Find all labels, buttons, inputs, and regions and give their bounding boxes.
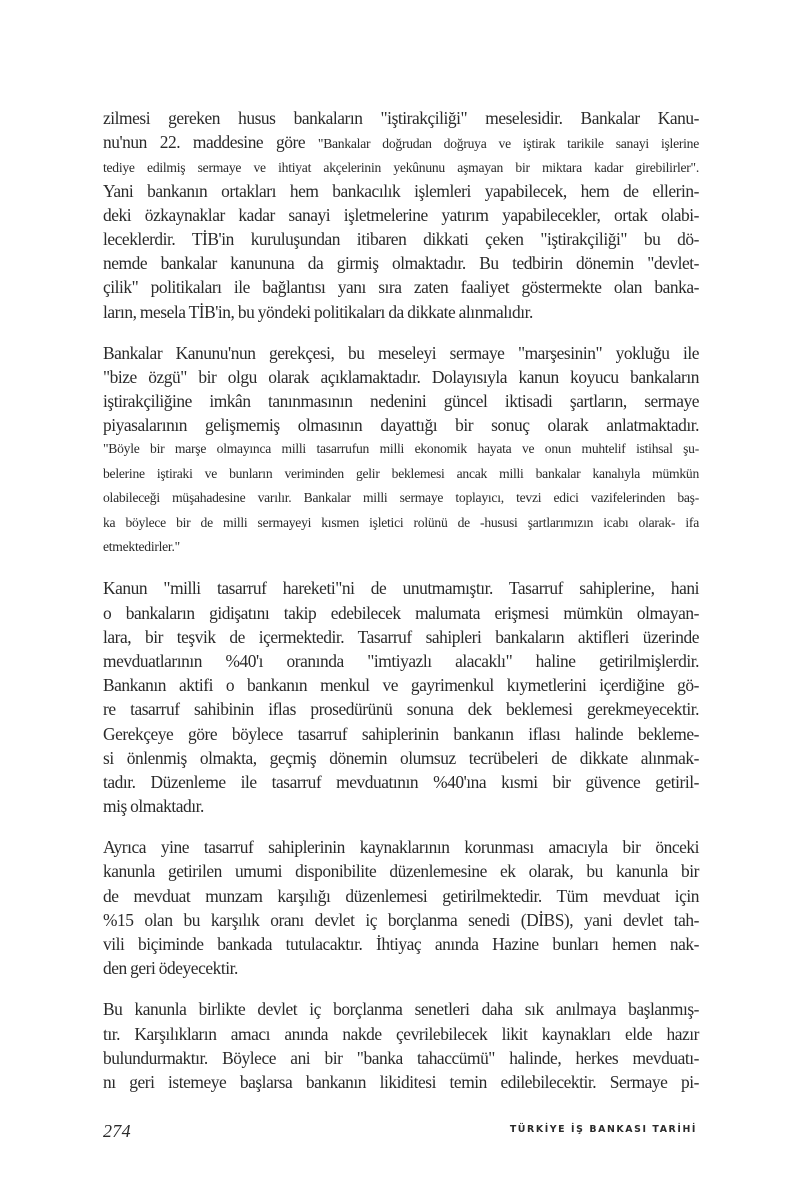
paragraph-gerekce (103, 341, 699, 438)
paragraph-iştirakçilik (103, 106, 699, 324)
paragraph-gap (103, 559, 699, 576)
text-line: ların, mesela TİB'in, bu yöndeki politikaları da dikkate alınmalıdır. (103, 301, 533, 322)
text-line: de mevduat munzam karşılığı düzenlemesi getirilmektedir. Tüm mevduat için (103, 885, 699, 906)
text-line: leceklerdir. TİB'in kuruluşundan itibaren dikkati çeken "iştirakçiliği" bu dö- (103, 228, 699, 249)
text-line: çilik" politikaları ile bağlantısı yanı sıra zaten faaliyet göstermekte olan banka- (103, 277, 699, 298)
text-line: miş olmaktadır. (103, 796, 204, 817)
quote-line: ka böylece bir de milli sermayeyi kısmen işletici rolünü de -hususi şartlarımızın icabı olarak- ifa (103, 514, 699, 530)
text-line: iştirakçiliğine imkân tanınmasının nedenini güncel iktisadi şartların, sermaye (103, 391, 699, 412)
quote-line: "Böyle bir marşe olmayınca milli tasarrufun milli ekonomik hayata ve onun muhtelif istihsal şu- (103, 441, 699, 457)
text-line: %15 olan bu karşılık oranı devlet iç borçlanma senedi (DİBS), yani devlet tah- (103, 909, 699, 930)
text-line: nı geri istemeye başlarsa bankanın likiditesi temin edilebilecektir. Sermaye pi- (103, 1071, 699, 1092)
page-number: 274 (103, 1121, 131, 1141)
text-line: tır. Karşılıkların amacı anında nakde çevrilebilecek likit kaynakları elde hazır (103, 1023, 699, 1044)
body-text (103, 106, 699, 1094)
text-line: den geri ödeyecektir. (103, 958, 238, 979)
text-line: deki özkaynaklar kadar sanayi işletmelerine yatırım yapabilecekler, ortak olabi- (103, 204, 699, 225)
paragraph-munzam-karsilik (103, 835, 699, 980)
inline-quote-line (103, 154, 699, 178)
inline-quote: tediye edilmiş sermaye ve ihtiyat akçelerinin yekûnunu aşmayan bir miktara kadar girebilirler". (103, 160, 699, 176)
text-line: bulundurmaktır. Böylece ani bir "banka tahaccümü" halinde, herkes mevduatı- (103, 1047, 699, 1068)
text-line: vili biçiminde bankada tutulacaktır. İhtiyaç anında Hazine bunları hemen nak- (103, 934, 699, 955)
text-line: mevduatlarının %40'ı oranında "imtiyazlı alacaklı" haline getirilmişlerdir. (103, 650, 699, 671)
text-line: Kanun "milli tasarruf hareketi"ni de unutmamıştır. Tasarruf sahiplerine, hani (103, 578, 699, 599)
paragraph-milli-tasarruf (103, 576, 699, 818)
text-line: Bankanın aktifi o bankanın menkul ve gayrimenkul kıymetlerini içerdiğine gö- (103, 675, 699, 696)
quote-line: etmektedirler." (103, 539, 180, 554)
paragraph-gap (103, 324, 699, 341)
paragraph-gap (103, 980, 699, 997)
text-line: tadır. Düzenleme ile tasarruf mevduatının %40'ına kısmi bir güvence getiril- (103, 771, 699, 792)
text-line: Ayrıca yine tasarruf sahiplerinin kaynaklarının korunması amacıyla bir önceki (103, 837, 699, 858)
text-line: "bize özgü" bir olgu olarak açıklamaktadır. Dolayısıyla kanun koyucu bankaların (103, 366, 699, 387)
text-line: Bu kanunla birlikte devlet iç borçlanma senetleri daha sık anılmaya başlanmış- (103, 999, 699, 1020)
inline-quote: "Bankalar doğrudan doğruya ve iştirak tarikile sanayi işlerine (317, 136, 699, 152)
paragraph-dibs (103, 997, 699, 1094)
text-line: si önlenmiş olmakta, geçmiş dönemin olumsuz tecrübeleri de dikkate alınmak- (103, 747, 699, 768)
text-line: lara, bir teşvik de içermektedir. Tasarruf sahipleri bankaların aktifleri üzerinde (103, 626, 699, 647)
text-line: kanunla getirilen umumi disponibilite düzenlemesine ek olarak, bu kanunla bir (103, 861, 699, 882)
text-line-with-quote (103, 130, 699, 154)
text-line: nemde bankalar kanununa da girmiş olmaktadır. Bu tedbirin dönemin "devlet- (103, 253, 699, 274)
text-line: Gerekçeye göre böylece tasarruf sahiplerinin bankanın iflası halinde bekleme- (103, 723, 699, 744)
block-quote (103, 437, 699, 559)
text-line: o bankaların gidişatını takip edebilecek malumata erişmesi mümkün olmayan- (103, 602, 699, 623)
paragraph-gap (103, 818, 699, 835)
quote-line: olabileceği müşahadesine varılır. Bankalar milli sermaye toplayıcı, tevzi edici vazifelerinden baş- (103, 490, 699, 506)
text-line: Bankalar Kanunu'nun gerekçesi, bu meseleyi sermaye "marşesinin" yokluğu ile (103, 342, 699, 363)
running-title: TÜRKİYE İŞ BANKASI TARİHİ (509, 1124, 697, 1135)
text-line: Yani bankanın ortakları hem bankacılık işlemleri yapabilecek, hem de ellerin- (103, 180, 699, 201)
text-line: piyasalarının gelişmemiş olmasının dayattığı bir sonuç olarak anlatmaktadır. (103, 415, 699, 436)
text-run: nu'nun 22. maddesine göre (103, 132, 318, 153)
quote-line: belerine iştiraki ve bunların veriminden gelir beklemesi ancak milli bankalar kanalıyla mümkün (103, 465, 699, 481)
text-line: re tasarruf sahibinin iflas prosedürünü sonuna dek beklemesi gerekmeyecektir. (103, 699, 699, 720)
text-line: zilmesi gereken husus bankaların "iştirakçiliği" meselesidir. Bankalar Kanu- (103, 108, 699, 128)
